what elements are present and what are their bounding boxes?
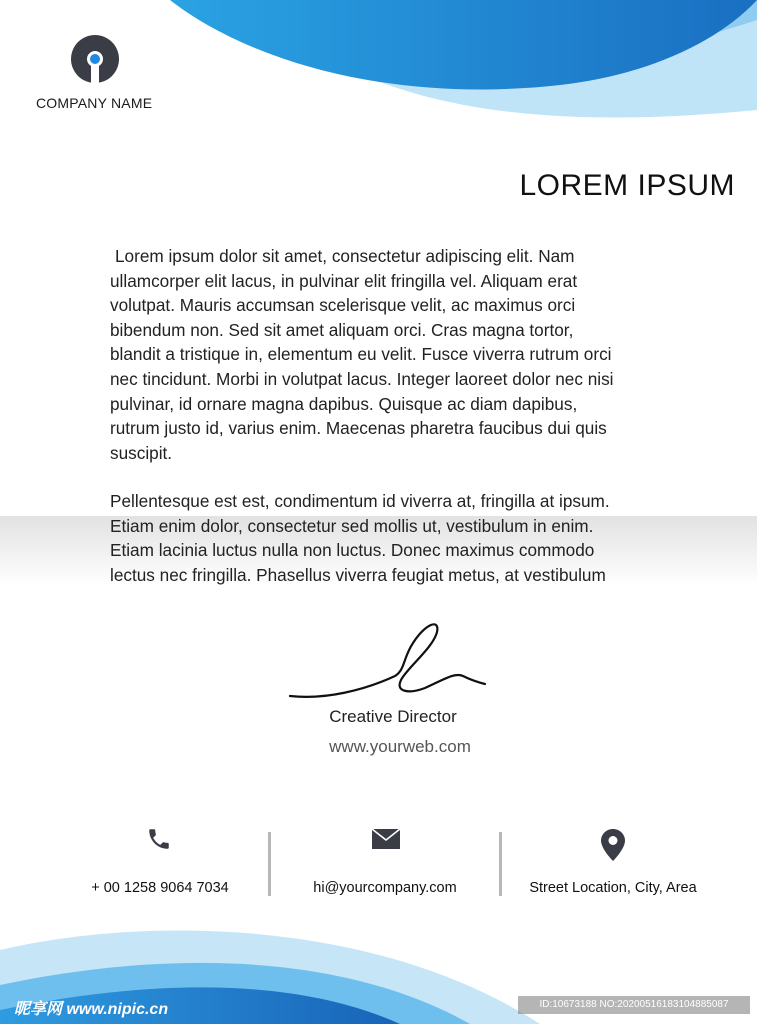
paragraph-line: ullamcorper elit lacus, in pulvinar elit fringilla vel. Aliquam erat xyxy=(110,270,578,291)
paragraph-line: rutrum justo id, varius enim. Maecenas pharetra faucibus dui quis xyxy=(110,418,607,439)
paragraph-line: Lorem ipsum dolor sit amet, consectetur adipiscing elit. Nam xyxy=(115,246,575,266)
paragraph-line: Etiam enim dolor, consectetur sed mollis ut, vestibulum in enim. xyxy=(110,515,594,536)
company-name: COMPANY NAME xyxy=(36,95,153,111)
paragraph-line: bibendum non. Sed sit amet aliquam orci. Cras magna tortor, xyxy=(110,319,574,340)
paragraph-line: Pellentesque est est, condimentum id viverra at, fringilla at ipsum. xyxy=(110,491,610,511)
paragraph-2 xyxy=(110,489,700,587)
map-pin-icon xyxy=(601,829,625,861)
paragraph-1 xyxy=(110,244,700,465)
phone-number[interactable]: + 00 1258 9064 7034 xyxy=(91,880,229,896)
watermark-right: ID:10673188 NO:20200516183104885087 xyxy=(518,996,750,1014)
paragraph-line: blandit a tristique in, elementum eu velit. Fusce viverra rutrum orci xyxy=(110,344,612,365)
phone-icon xyxy=(146,826,172,852)
street-address: Street Location, City, Area xyxy=(529,880,697,896)
paragraph-line: pulvinar, id ornare magna dapibus. Quisque ac diam dapibus, xyxy=(110,393,578,414)
watermark-left: 昵享网 www.nipic.cn xyxy=(14,1001,169,1018)
paragraph-line: nec tincidunt. Morbi in volutpat lacus. Integer laoreet dolor nec nisi xyxy=(110,368,614,389)
contact-divider xyxy=(499,832,502,896)
contact-divider xyxy=(268,832,271,896)
paragraph-line: volutpat. Mauris accumsan scelerisque velit, ac maximus orci xyxy=(110,295,576,316)
paragraph-line: Etiam lacinia luctus nulla non luctus. Donec maximus commodo xyxy=(110,540,595,561)
company-logo xyxy=(70,34,120,84)
signature xyxy=(285,618,495,703)
paragraph-line: lectus nec fringilla. Phasellus viverra feugiat metus, at vestibulum xyxy=(110,564,606,585)
logo-icon xyxy=(70,34,120,84)
paragraph-line: suscipit. xyxy=(110,442,173,463)
signer-role: Creative Director xyxy=(329,707,457,726)
envelope-icon xyxy=(372,829,400,849)
letter-title: LOREM IPSUM xyxy=(519,169,735,202)
website-link[interactable]: www.yourweb.com xyxy=(329,737,471,756)
email-address[interactable]: hi@yourcompany.com xyxy=(313,880,457,896)
